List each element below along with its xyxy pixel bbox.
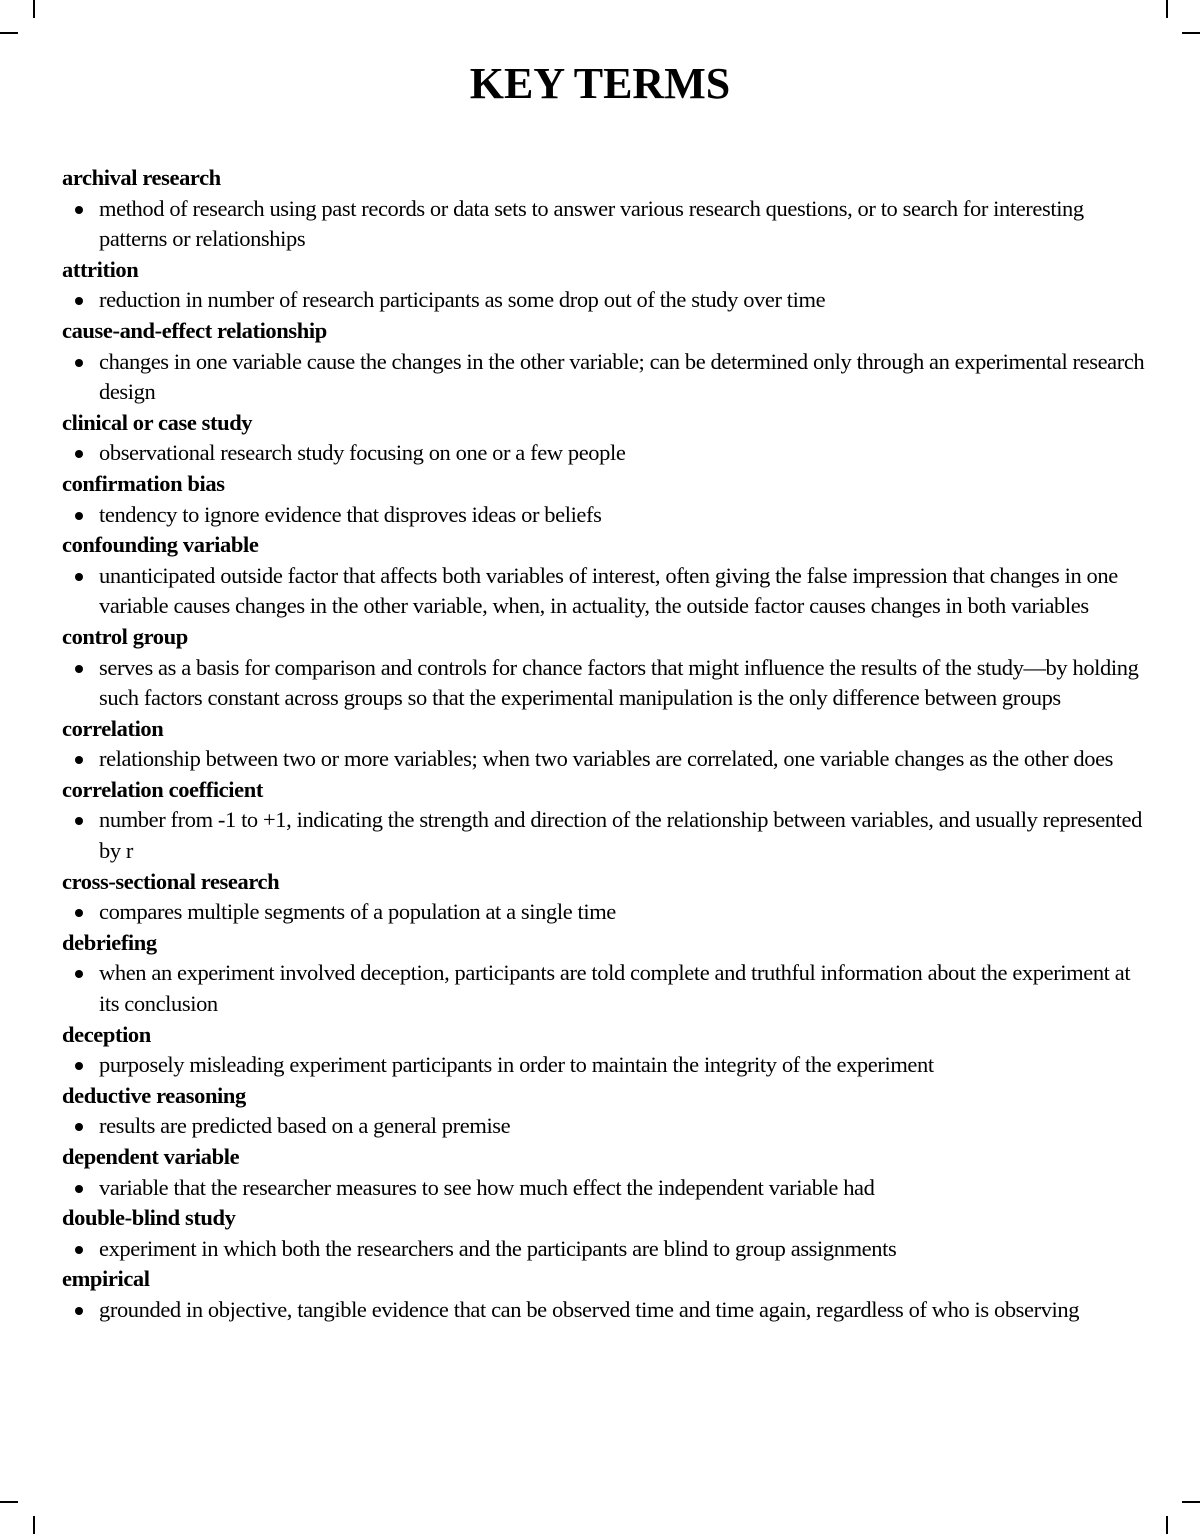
glossary-definition — [62, 958, 1148, 1019]
glossary-definition-text: grounded in objective, tangible evidence that can be observed time and time again, regardless of who is observing — [99, 1296, 1080, 1322]
glossary-definition-text: unanticipated outside factor that affects both variables of interest, often giving the false impression that changes in one variable causes changes in the other variable, when, in actuality, the outside factor causes changes in both variables — [99, 562, 1118, 619]
bullet-icon — [75, 1307, 83, 1315]
bullet-icon — [75, 665, 83, 673]
glossary-term: control group — [62, 623, 188, 649]
glossary-definition — [62, 897, 1148, 928]
glossary-definition — [62, 1111, 1148, 1142]
glossary-definition — [62, 194, 1148, 255]
bullet-icon — [75, 756, 83, 764]
crop-mark-bottom-left-vertical — [33, 1516, 35, 1534]
glossary-definition-text: method of research using past records or data sets to answer various research questions, or to search for interesting patterns or relationships — [99, 195, 1084, 252]
glossary-definition — [62, 347, 1148, 408]
glossary-definition — [62, 438, 1148, 469]
glossary-term: deception — [62, 1021, 151, 1047]
bullet-icon — [75, 1185, 83, 1193]
glossary-term: cross-sectional research — [62, 868, 280, 894]
bullet-icon — [75, 1246, 83, 1254]
glossary-definition — [62, 1295, 1148, 1326]
crop-mark-top-left-vertical — [33, 0, 35, 18]
glossary-definition-text: tendency to ignore evidence that disproves ideas or beliefs — [99, 501, 602, 527]
glossary-term: cause-and-effect relationship — [62, 317, 327, 343]
glossary-term: correlation coefficient — [62, 776, 263, 802]
bullet-icon — [75, 450, 83, 458]
bullet-icon — [75, 817, 83, 825]
glossary-definition-text: reduction in number of research participants as some drop out of the study over time — [99, 287, 826, 313]
glossary-definition-text: number from -1 to +1, indicating the strength and direction of the relationship between variables, and usually represented by r — [99, 807, 1142, 864]
glossary-definition — [62, 500, 1148, 531]
bullet-icon — [75, 573, 83, 581]
glossary-term: confounding variable — [62, 532, 259, 558]
glossary-definition — [62, 744, 1148, 775]
glossary-term: debriefing — [62, 929, 157, 955]
crop-mark-bottom-right-horizontal — [1182, 1501, 1200, 1503]
bullet-icon — [75, 1062, 83, 1070]
glossary-definition — [62, 1234, 1148, 1265]
page-title: KEY TERMS — [469, 59, 731, 108]
bullet-icon — [75, 970, 83, 978]
glossary-definition — [62, 1050, 1148, 1081]
glossary-term: attrition — [62, 256, 139, 282]
bullet-icon — [75, 909, 83, 917]
bullet-icon — [75, 1123, 83, 1131]
glossary-definition — [62, 653, 1148, 714]
glossary-definition — [62, 805, 1148, 866]
glossary-definition-text: results are predicted based on a general premise — [99, 1113, 511, 1139]
glossary-term: double-blind study — [62, 1205, 236, 1231]
glossary-definition-text: compares multiple segments of a population at a single time — [99, 899, 616, 925]
glossary-term: deductive reasoning — [62, 1082, 246, 1108]
glossary-term: correlation — [62, 715, 164, 741]
crop-mark-top-right-vertical — [1166, 0, 1168, 18]
glossary-definition-text: relationship between two or more variables; when two variables are correlated, one variable changes as the other does — [99, 746, 1114, 772]
glossary-term: empirical — [62, 1266, 150, 1292]
glossary-definition — [62, 285, 1148, 316]
glossary-definition-text: observational research study focusing on one or a few people — [99, 440, 626, 466]
bullet-icon — [75, 512, 83, 520]
glossary-definition-text: variable that the researcher measures to see how much effect the independent variable had — [99, 1174, 875, 1200]
glossary-definition-text: when an experiment involved deception, participants are told complete and truthful information about the experiment at its conclusion — [99, 960, 1131, 1017]
glossary-definition — [62, 561, 1148, 622]
bullet-icon — [75, 359, 83, 367]
glossary-term: clinical or case study — [62, 409, 253, 435]
glossary-definition-text: serves as a basis for comparison and controls for chance factors that might influence the results of the study—by holding such factors constant across groups so that the experimental manipulation is the only difference between groups — [99, 654, 1139, 711]
bullet-icon — [75, 297, 83, 305]
glossary-definition-text: changes in one variable cause the changes in the other variable; can be determined only through an experimental research design — [99, 348, 1145, 405]
crop-mark-bottom-right-vertical — [1166, 1516, 1168, 1534]
glossary-term: archival research — [62, 165, 221, 190]
key-terms-list — [62, 163, 1148, 1326]
bullet-icon — [75, 206, 83, 214]
crop-mark-top-right-horizontal — [1182, 32, 1200, 34]
glossary-definition — [62, 1173, 1148, 1204]
glossary-definition-text: purposely misleading experiment participants in order to maintain the integrity of the experiment — [99, 1052, 934, 1078]
glossary-definition-text: experiment in which both the researchers and the participants are blind to group assignments — [99, 1235, 897, 1261]
glossary-term: dependent variable — [62, 1144, 240, 1169]
glossary-term: confirmation bias — [62, 470, 225, 496]
crop-mark-bottom-left-horizontal — [0, 1501, 18, 1503]
crop-mark-top-left-horizontal — [0, 32, 18, 34]
